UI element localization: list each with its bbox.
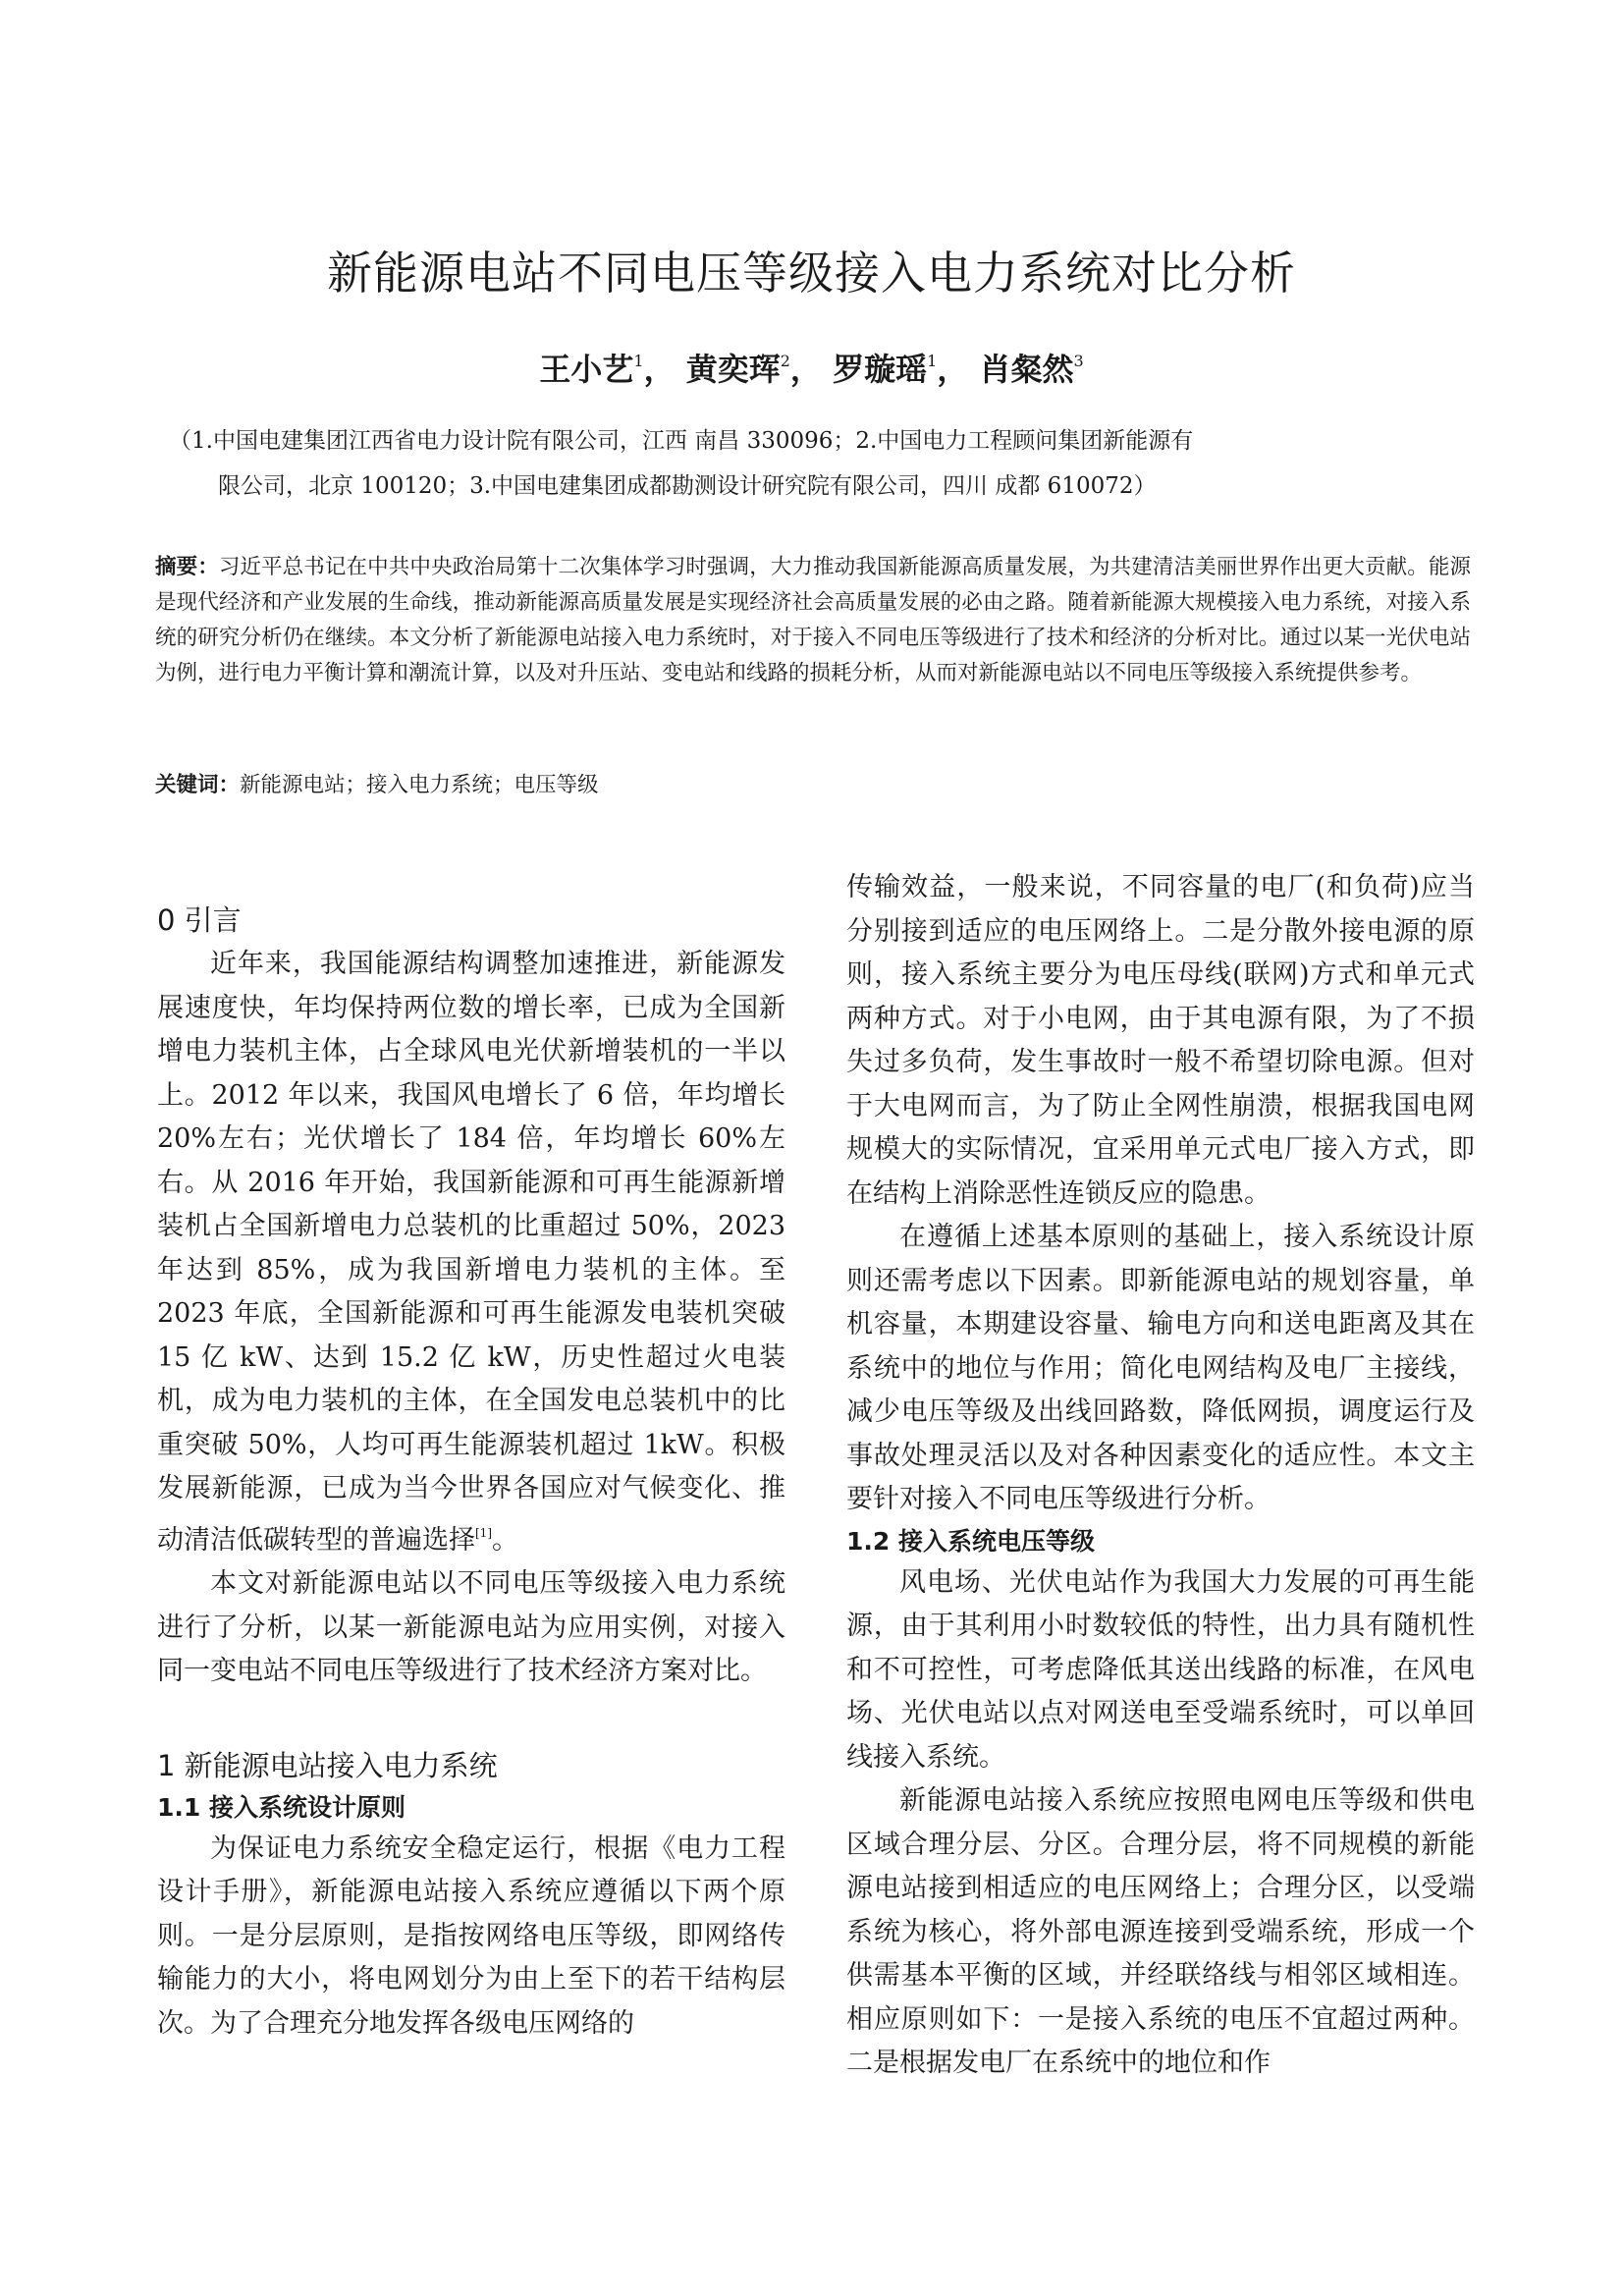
voltage-level-paragraph-1: 风电场、光伏电站作为我国大力发展的可再生能源，由于其利用小时数较低的特性，出力具有随机性和不可控性，可考虑降低其送出线路的标准，在风电场、光伏电站以点对网送电至受端系统时，可以单回线接入系统。: [846, 1566, 1475, 1773]
author-affiliation-mark: 3: [1073, 352, 1084, 370]
abstract-label: 摘要：: [155, 555, 219, 579]
author-name: 罗璇瑶: [833, 351, 928, 388]
abstract: [155, 550, 1471, 691]
author-name: 王小艺: [539, 351, 634, 388]
author-separator: ，: [789, 351, 822, 388]
abstract-text: 习近平总书记在中共中央政治局第十二次集体学习时强调，大力推动我国新能源高质量发展，为共建清洁美丽世界作出更大贡献。能源是现代经济和产业发展的生命线，推动新能源高质量发展是实现经济社会高质量发展的必由之路。随着新能源大规模接入电力系统，对接入系统的研究分析仍在继续。本文分析了新能源电站接入电力系统时，对于接入不同电压等级进行了技术和经济的分析对比。通过以某一光伏电站为例，进行电力平衡计算和潮流计算，以及对升压站、变电站和线路的损耗分析，从而对新能源电站以不同电压等级接入系统提供参考。: [155, 555, 1471, 685]
subsection-heading-1-2: 1.2 接入系统电压等级: [846, 1526, 1095, 1556]
affiliation-line-2: 限公司，北京 100120；3.中国电建集团成都勘测设计研究院有限公司，四川 成都 610072）: [218, 473, 1157, 499]
author-name: 肖粲然: [979, 351, 1074, 388]
intro-paragraph-1: [157, 943, 785, 1562]
affiliations: [169, 418, 1504, 509]
affiliation-line-1: （1.中国电建集团江西省电力设计院有限公司，江西 南昌 330096；2.中国电力工程顾问集团新能源有: [169, 428, 1194, 454]
right-column: [846, 866, 1475, 2086]
section-heading-0: 0 引言: [157, 903, 242, 937]
keywords-text: 新能源电站；接入电力系统；电压等级: [240, 773, 599, 797]
intro-paragraph-2: 本文对新能源电站以不同电压等级接入电力系统进行了分析，以某一新能源电站为应用实例，对接入同一变电站不同电压等级进行了技术经济方案对比。: [157, 1568, 785, 1686]
design-principle-paragraph-2: 在遵循上述基本原则的基础上，接入系统设计原则还需考虑以下因素。即新能源电站的规划容量，单机容量，本期建设容量、输电方向和送电距离及其在系统中的地位与作用；简化电网结构及电厂主接线，减少电压等级及出线回路数，降低网损，调度运行及事故处理灵活以及对各种因素变化的适应性。本文主要针对接入不同电压等级进行分析。: [846, 1222, 1475, 1514]
voltage-level-paragraph-2: 新能源电站接入系统应按照电网电压等级和供电区域合理分层、分区。合理分层，将不同规模的新能源电站接到相适应的电压网络上；合理分区，以受端系统为核心，将外部电源连接到受端系统，形成一个供需基本平衡的区域，并经联络线与相邻区域相连。相应原则如下：一是接入系统的电压不宜超过两种。二是根据发电厂在系统中的地位和作: [846, 1785, 1475, 2078]
design-principle-paragraph-1-continued: 传输效益，一般来说，不同容量的电厂(和负荷)应当分别接到适应的电压网络上。二是分散外接电源的原则，接入系统主要分为电压母线(联网)方式和单元式两种方式。对于小电网，由于其电源有限，为了不损失过多负荷，发生事故时一般不希望切除电源。但对于大电网而言，为了防止全网性崩溃，根据我国电网规模大的实际情况，宜采用单元式电厂接入方式，即在结构上消除恶性连锁反应的隐患。: [846, 872, 1475, 1209]
left-column: [157, 864, 785, 2046]
citation-ref: [1]: [475, 1525, 492, 1540]
keywords: [155, 768, 1471, 803]
author-affiliation-mark: 1: [927, 352, 938, 370]
author-affiliation-mark: 1: [633, 352, 644, 370]
keywords-label: 关键词：: [155, 773, 241, 797]
subsection-heading-1-1: 1.1 接入系统设计原则: [157, 1792, 406, 1822]
paper-title: 新能源电站不同电压等级接入电力系统对比分析: [327, 246, 1296, 300]
section-heading-1: 1 新能源电站接入电力系统: [157, 1748, 498, 1782]
author-name: 黄奕珲: [685, 351, 781, 388]
author-affiliation-mark: 2: [780, 352, 790, 370]
author-list: [0, 340, 1623, 391]
intro-paragraph-1-text: 近年来，我国能源结构调整加速推进，新能源发展速度快，年均保持两位数的增长率，已成为全国新增电力装机主体，占全球风电光伏新增装机的一半以上。2012 年以来，我国风电增长了 6 倍，年均增长 20%左右；光伏增长了 184 倍，年均增长 60%左右。从 2016 年开始，我国新能源和可再生能源新增装机占全国新增电力总装机的比重超过 50%，2023 年达到 85%，成为我国新增电力装机的主体。至 2023 年底，全国新能源和可再生能源发电装机突破 15 亿 kW、达到 15.2 亿 kW，历史性超过火电装机，成为电力装机的主体，在全国发电总装机中的比重突破 50%，人均可再生能源装机超过 1kW。积极发展新能源，已成为当今世界各国应对气候变化、推动清洁低碳转型的普遍选择: [157, 949, 785, 1556]
design-principle-paragraph-1: 为保证电力系统安全稳定运行，根据《电力工程设计手册》，新能源电站接入系统应遵循以下两个原则。一是分层原则，是指按网络电压等级，即网络传输能力的大小，将电网划分为由上至下的若干结构层次。为了合理充分地发挥各级电压网络的: [157, 1832, 785, 2039]
author-separator: ，: [643, 351, 676, 388]
intro-paragraph-1-end: 。: [492, 1524, 518, 1556]
author-separator: ，: [937, 351, 969, 388]
